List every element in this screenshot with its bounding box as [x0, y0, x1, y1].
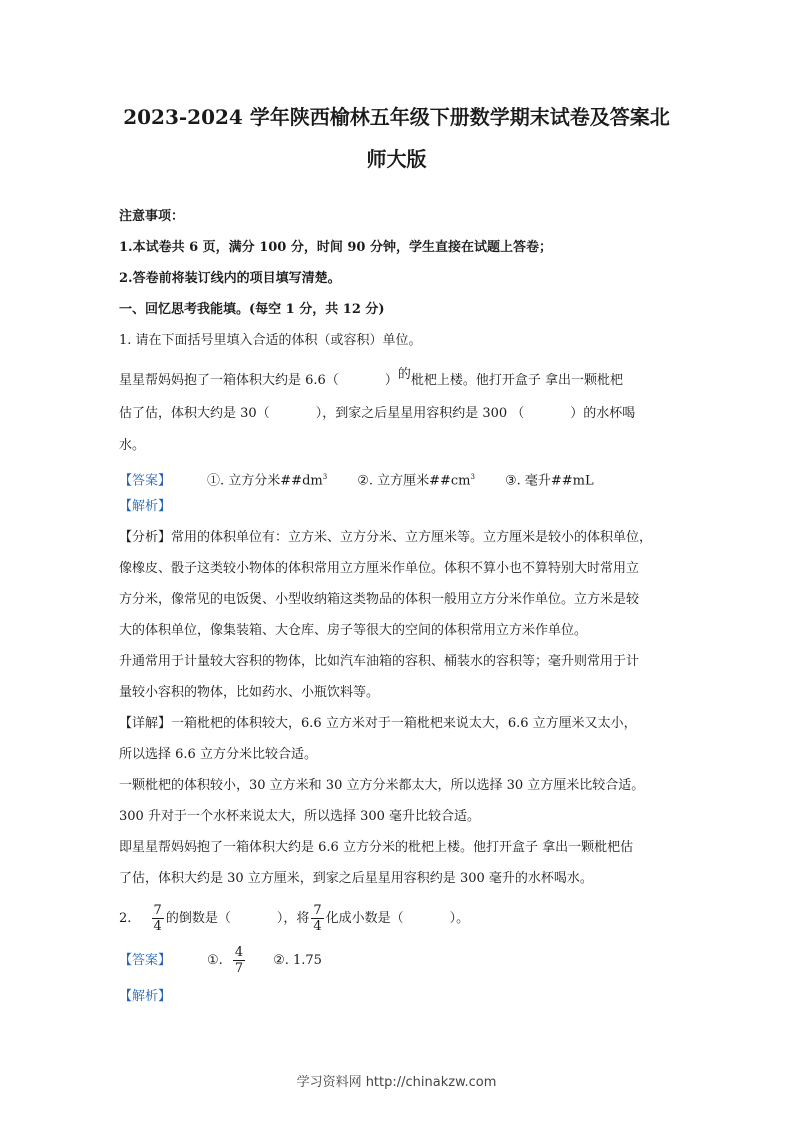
q1-text-line-2 [119, 404, 679, 424]
q1-analysis-label: 【解析】 [119, 499, 172, 514]
fraction [233, 945, 245, 976]
q2-number: 2. [119, 911, 132, 926]
superscript: 3 [470, 473, 475, 481]
q1-prompt: 1. 请在下面括号里填入合适的体积（或容积）单位。 [119, 333, 422, 348]
title-line-1: 2023-2024 学年陕西榆林五年级下册数学期末试卷及答案北 [123, 105, 670, 129]
q1-answer-2: ②. 立方厘米##cm [357, 473, 471, 489]
q1-fenxi-line-3: 方分米，像常见的电饭煲、小型收纳箱这类物品的体积一般用立方分米作单位。立方米是较 [119, 592, 640, 607]
q1-xiangjie-line-3: 一颗枇杷的体积较小，30 立方米和 30 立方分米都太大，所以选择 30 立方厘米比较合适。 [119, 778, 645, 793]
title-line-2: 师大版 [366, 147, 427, 171]
answer-label: 【答案】 [119, 473, 172, 489]
q1-fenxi-line-6: 量较小容积的物体，比如药水、小瓶饮料等。 [119, 685, 380, 700]
notice-item-1: 1.本试卷共 6 页，满分 100 分，时间 90 分钟，学生直接在试题上答卷； [119, 240, 552, 255]
xiangjie-label: 【详解】 [119, 716, 172, 731]
q1-text-part: 枇杷上楼。他打开盒子 拿出一颗枇杷 [410, 373, 623, 388]
q2-text-part: 化成小数是（ [325, 911, 404, 926]
fraction [311, 903, 323, 934]
q2-text-part: ）。 [449, 911, 470, 926]
q2-question [119, 903, 679, 934]
q1-fenxi-line-5: 升通常用于计量较大容积的物体，比如汽车油箱的容积、桶装水的容积等；毫升则常用于计 [119, 654, 640, 669]
numerator: 7 [313, 903, 322, 918]
q1-xiangjie-line-5: 即星星帮妈妈抱了一箱体积大约是 6.6 立方分米的枇杷上楼。他打开盒子 拿出一颗枇杷估 [119, 840, 634, 855]
q1-xiangjie-line-1 [119, 714, 679, 734]
q2-analysis-label: 【解析】 [119, 989, 172, 1004]
notice-heading: 注意事项： [119, 209, 185, 224]
q1-answer-1: ①. 立方分米##dm [207, 473, 323, 489]
q1-answer [119, 467, 679, 491]
q1-fenxi-line-4: 大的体积单位，像集装箱、大仓库、房子等很大的空间的体积常用立方米作单位。 [119, 623, 588, 638]
footer-watermark: 学习资料网 http://chinakzw.com [296, 1075, 497, 1090]
numerator: 7 [153, 903, 162, 918]
q2-text-part: ），将 [276, 911, 310, 926]
q1-text-part: ），到家之后星星用容积约是 300 （ [315, 406, 525, 421]
denominator: 7 [234, 961, 244, 976]
notice-item-2: 2.答卷前将装订线内的项目填写清楚。 [119, 271, 341, 286]
q1-answer-3: ③. 毫升##mL [504, 473, 594, 489]
q1-xiangjie-line-2: 所以选择 6.6 立方分米比较合适。 [119, 747, 317, 762]
denominator: 4 [153, 919, 162, 934]
q1-text-part: 的 [397, 367, 411, 382]
numerator: 4 [234, 945, 244, 960]
q1-fenxi-line-2: 像橡皮、骰子这类较小物体的体积常用立方厘米作单位。体积不算小也不算特别大时常用立 [119, 561, 640, 576]
q1-xiangjie-line-6: 了估，体积大约是 30 立方厘米，到家之后星星用容积约是 300 毫升的水杯喝水。 [119, 871, 593, 886]
q1-text-part: 星星帮妈妈抱了一箱体积大约是 6.6（ [119, 373, 339, 388]
q2-answer [119, 945, 679, 976]
q1-xiangjie-line-4: 300 升对于一个水杯来说太大，所以选择 300 毫升比较合适。 [119, 809, 481, 824]
denominator: 4 [313, 919, 322, 934]
xiangjie-text: 一箱枇杷的体积较大，6.6 立方米对于一箱枇杷来说太大，6.6 立方厘米又太小， [171, 716, 637, 731]
q1-text-line-1 [119, 367, 679, 391]
q2-text-part: 的倒数是（ [165, 911, 231, 926]
answer-label: 【答案】 [119, 953, 172, 968]
q1-text-line-3: 水。 [119, 438, 146, 453]
fenxi-text: 常用的体积单位有：立方米、立方分米、立方厘米等。立方厘米是较小的体积单位， [171, 530, 653, 545]
section-1-heading: 一、回忆思考我能填。(每空 1 分，共 12 分) [119, 302, 385, 317]
q1-fenxi-line-1 [119, 528, 679, 548]
q1-text-part: ）的水杯喝 [570, 406, 636, 421]
q2-answer-1: ①. [207, 953, 223, 968]
q2-answer-2: ②. 1.75 [273, 953, 322, 968]
q1-text-part: ） [384, 373, 398, 388]
document-title [100, 96, 693, 180]
fenxi-label: 【分析】 [119, 530, 172, 545]
q1-text-part: 估了估，体积大约是 30（ [119, 406, 270, 421]
fraction [152, 903, 164, 934]
superscript: 3 [322, 473, 328, 481]
